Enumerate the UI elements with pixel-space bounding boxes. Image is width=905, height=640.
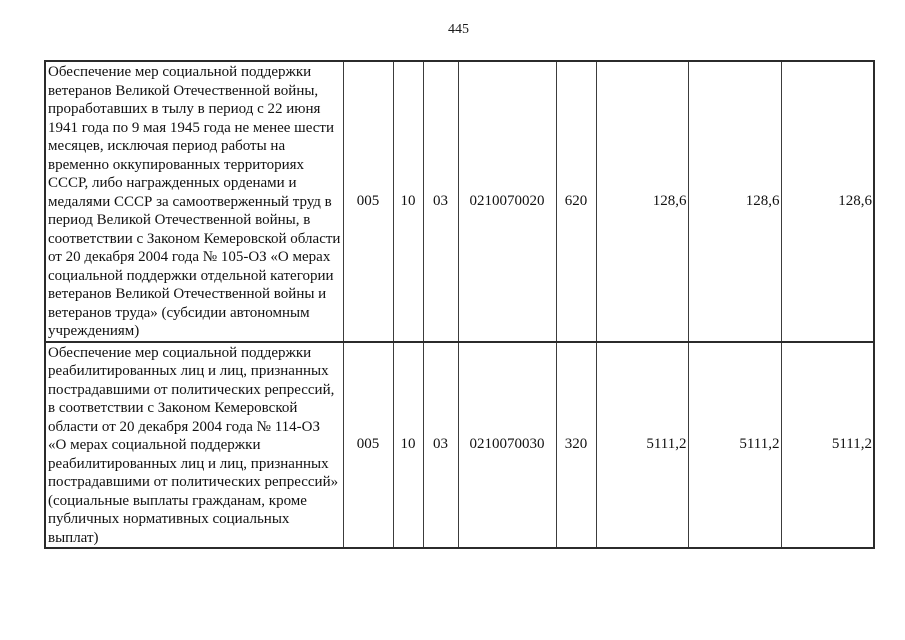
- cell-grbs-code: 005: [343, 342, 393, 549]
- cell-description: Обеспечение мер социальной поддержки реабилитированных лиц и лиц, признанных пострадавшими от политических репрессий, в соответствии с Законом Кемеровской области от 20 декабря 2004 года № 114-ОЗ «О мерах социальной поддержки реабилитированных лиц и лиц, признанных пострадавшими от политических репрессий» (социальные выплаты гражданам, кроме публичных нормативных социальных выплат): [45, 342, 343, 549]
- cell-expense-type: 620: [556, 61, 596, 342]
- cell-amount-year2: 128,6: [688, 61, 781, 342]
- table-row: [45, 342, 874, 549]
- cell-subsection-code: 03: [423, 342, 458, 549]
- cell-target-article: 0210070030: [458, 342, 556, 549]
- cell-amount-year1: 128,6: [596, 61, 688, 342]
- cell-expense-type: 320: [556, 342, 596, 549]
- cell-amount-year1: 5111,2: [596, 342, 688, 549]
- cell-section-code: 10: [393, 342, 423, 549]
- cell-amount-year3: 128,6: [781, 61, 874, 342]
- cell-subsection-code: 03: [423, 61, 458, 342]
- table-row: [45, 61, 874, 342]
- cell-target-article: 0210070020: [458, 61, 556, 342]
- cell-amount-year3: 5111,2: [781, 342, 874, 549]
- cell-description: Обеспечение мер социальной поддержки ветеранов Великой Отечественной войны, проработавших в тылу в период с 22 июня 1941 года по 9 мая 1945 года не менее шести месяцев, исключая период работы на временно оккупированных территориях СССР, либо награжденных орденами и медалями СССР за самоотверженный труд в период Великой Отечественной войны, в соответствии с Законом Кемеровской области от 20 декабря 2004 года № 105-ОЗ «О мерах социальной поддержки отдельной категории ветеранов Великой Отечественной войны и ветеранов труда» (субсидии автономным учреждениям): [45, 61, 343, 342]
- budget-expenditure-table: [44, 60, 875, 549]
- page-number: 445: [448, 22, 469, 37]
- cell-grbs-code: 005: [343, 61, 393, 342]
- cell-section-code: 10: [393, 61, 423, 342]
- cell-amount-year2: 5111,2: [688, 342, 781, 549]
